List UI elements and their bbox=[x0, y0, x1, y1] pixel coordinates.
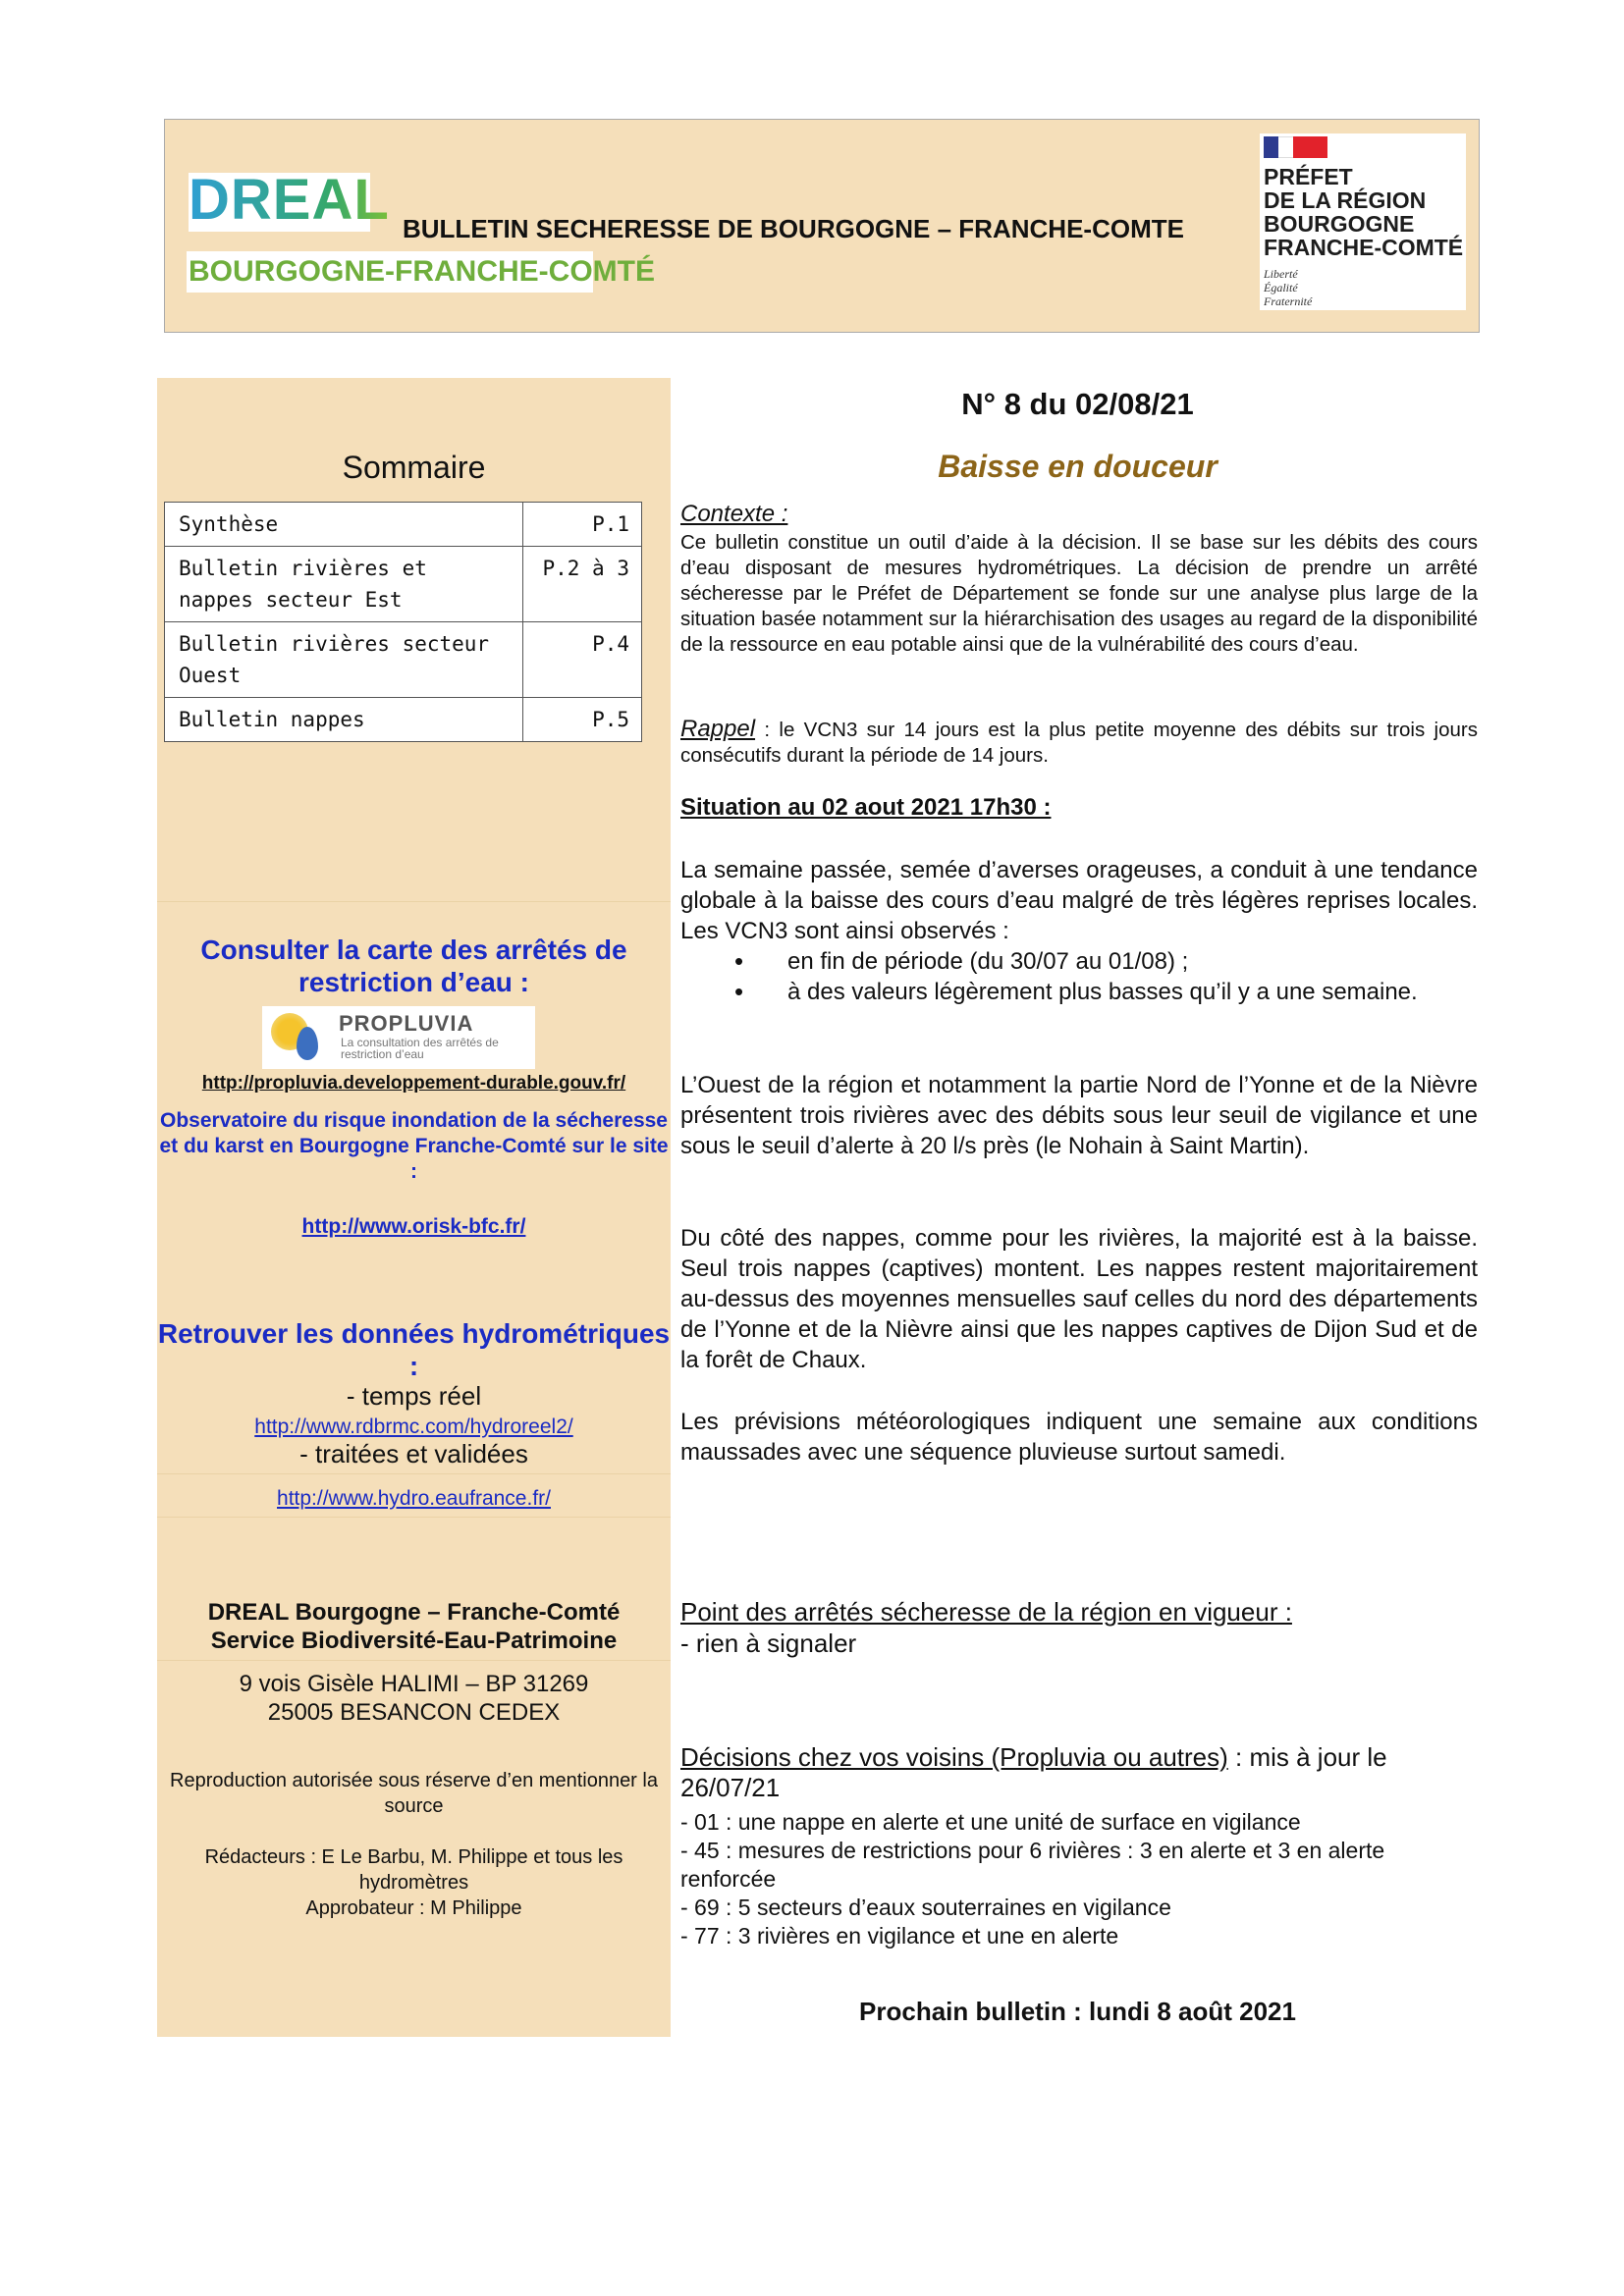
toc-page: P.5 bbox=[523, 698, 642, 742]
toc-page: P.4 bbox=[523, 622, 642, 698]
propluvia-logo-tagline: La consultation des arrêtés de restriction d’eau bbox=[341, 1036, 499, 1061]
toc-page: P.2 à 3 bbox=[523, 547, 642, 622]
propluvia-logo-name: PROPLUVIA bbox=[339, 1011, 474, 1036]
toc-page: P.1 bbox=[523, 503, 642, 547]
list-item: • à des valeurs légèrement plus basses qu’il y a une semaine. bbox=[680, 977, 1478, 1007]
dreal-region-text: BOURGOGNE-FRANCHE-COMTÉ bbox=[189, 255, 655, 288]
marianne-flag-icon bbox=[1264, 136, 1278, 158]
toc-label: Bulletin nappes bbox=[165, 698, 523, 742]
consult-map-title: Consulter la carte des arrêtés de restriction d’eau : bbox=[200, 934, 627, 997]
nappes-paragraph: Du côté des nappes, comme pour les rivières, la majorité est à la baisse. Seul trois nappes (captives) montent. Les nappes restent majoritairement au-dessus des moyennes mensuelles sauf celles du nord des départements de l’Yonne et de la Nièvre ainsi que les nappes captives de Dijon Sud et de la forêt de Chaux. bbox=[680, 1225, 1478, 1373]
sidebar-divider bbox=[157, 1517, 671, 1518]
rappel-paragraph bbox=[680, 717, 1478, 769]
authors-credits: Rédacteurs : E Le Barbu, M. Philippe et tous les hydromètres Approbateur : M Philippe bbox=[204, 1846, 623, 1919]
situation-paragraph: La semaine passée, semée d’averses orageuses, a conduit à une tendance globale à la baisse des cours d’eau malgré de très légères reprises locales. Les VCN3 sont ainsi observés : bbox=[680, 857, 1478, 944]
situation-heading: Situation au 02 aout 2021 17h30 : bbox=[680, 794, 1052, 821]
hydro-data-title: Retrouver les données hydrométriques : bbox=[157, 1318, 671, 1381]
arretes-body: - rien à signaler bbox=[680, 1629, 857, 1658]
contexte-heading: Contexte : bbox=[680, 501, 788, 527]
bulletin-subtitle: Baisse en douceur bbox=[938, 449, 1218, 484]
sidebar-divider bbox=[157, 1660, 671, 1661]
contexte-body: Ce bulletin constitue un outil d’aide à la décision. Il se base sur les débits des cours d’eau disposant de mesures hydrométriques. La décision de prendre un arrêté sécheresse par le Préfet de Département se fonde sur une analyse plus large de la situation basée notamment sur la hiérarchisation des usages au regard de la disponibilité de la ressource en eau potable ainsi que de la vulnérabilité des cours d’eau. bbox=[680, 531, 1478, 656]
hydro-eaufrance-link[interactable]: http://www.hydro.eaufrance.fr/ bbox=[277, 1487, 551, 1510]
table-row[interactable] bbox=[165, 622, 642, 698]
table-row[interactable] bbox=[165, 698, 642, 742]
sidebar-divider bbox=[157, 1473, 671, 1474]
water-drop-icon bbox=[297, 1027, 318, 1060]
orisk-link[interactable]: http://www.orisk-bfc.fr/ bbox=[301, 1215, 526, 1238]
prefet-logo-text: PRÉFET DE LA RÉGION BOURGOGNE FRANCHE-COMTÉ bbox=[1264, 164, 1464, 260]
dreal-logo-text: DREAL bbox=[189, 168, 390, 232]
dreal-contact-title: DREAL Bourgogne – Franche-Comté Service Biodiversité-Eau-Patrimoine bbox=[207, 1599, 621, 1654]
list-item: - 69 : 5 secteurs d’eaux souterraines en vigilance bbox=[680, 1895, 1171, 1920]
reproduction-notice: Reproduction autorisée sous réserve d’en mentionner la source bbox=[170, 1770, 658, 1817]
next-bulletin-date: Prochain bulletin : lundi 8 août 2021 bbox=[859, 1997, 1296, 2026]
decisions-heading: Décisions chez vos voisins (Propluvia ou autres) : mis à jour le 26/07/21 bbox=[680, 1742, 1387, 1802]
sommaire-title: Sommaire bbox=[342, 450, 486, 485]
dreal-address: 9 vois Gisèle HALIMI – BP 31269 25005 BESANCON CEDEX bbox=[239, 1671, 589, 1726]
propluvia-link[interactable]: http://propluvia.developpement-durable.gouv.fr/ bbox=[201, 1073, 626, 1094]
arretes-heading: Point des arrêtés sécheresse de la région en vigueur : bbox=[680, 1597, 1292, 1627]
table-row[interactable] bbox=[165, 547, 642, 622]
prefet-motto: Liberté Égalité Fraternité bbox=[1264, 267, 1313, 308]
meteo-paragraph: Les prévisions météorologiques indiquent une semaine aux conditions maussades avec une séquence pluvieuse surtout samedi. bbox=[680, 1409, 1478, 1466]
list-item: - 45 : mesures de restrictions pour 6 rivières : 3 en alerte et 3 en alerte renforcée bbox=[680, 1838, 1385, 1892]
toc-label: Bulletin rivières secteur Ouest bbox=[165, 622, 523, 698]
observatoire-text: Observatoire du risque inondation de la sécheresse et du karst en Bourgogne Franche-Comté sur le site : bbox=[159, 1109, 669, 1183]
issue-title: N° 8 du 02/08/21 bbox=[961, 387, 1194, 421]
toc-label: Bulletin rivières et nappes secteur Est bbox=[165, 547, 523, 622]
bulletin-header-title: BULLETIN SECHERESSE DE BOURGOGNE – FRANCHE-COMTE bbox=[403, 214, 1184, 243]
table-row[interactable] bbox=[165, 503, 642, 547]
sommaire-table bbox=[164, 502, 642, 742]
decisions-list bbox=[680, 1808, 1478, 1950]
list-item: • en fin de période (du 30/07 au 01/08) ; bbox=[680, 946, 1478, 977]
list-item: - 01 : une nappe en alerte et une unité de surface en vigilance bbox=[680, 1809, 1301, 1835]
rdbrmc-link[interactable]: http://www.rdbrmc.com/hydroreel2/ bbox=[254, 1415, 573, 1438]
toc-label: Synthèse bbox=[165, 503, 523, 547]
rappel-label: Rappel bbox=[680, 716, 756, 742]
ouest-paragraph: L’Ouest de la région et notamment la partie Nord de l’Yonne et de la Nièvre présentent trois rivières avec des débits sous leur seuil de vigilance et une sous le seuil d’alerte à 20 l/s près (le Nohain à Saint Martin). bbox=[680, 1072, 1478, 1159]
vcn3-bullet-list bbox=[680, 946, 1478, 1007]
list-item: - 77 : 3 rivières en vigilance et une en alerte bbox=[680, 1923, 1119, 1949]
rappel-body: : le VCN3 sur 14 jours est la plus petite moyenne des débits sur trois jours consécutifs durant la période de 14 jours. bbox=[680, 719, 1478, 767]
traitees-label: - traitées et validées bbox=[299, 1439, 528, 1468]
sidebar-divider bbox=[157, 901, 671, 902]
temps-reel-label: - temps réel bbox=[346, 1381, 482, 1411]
